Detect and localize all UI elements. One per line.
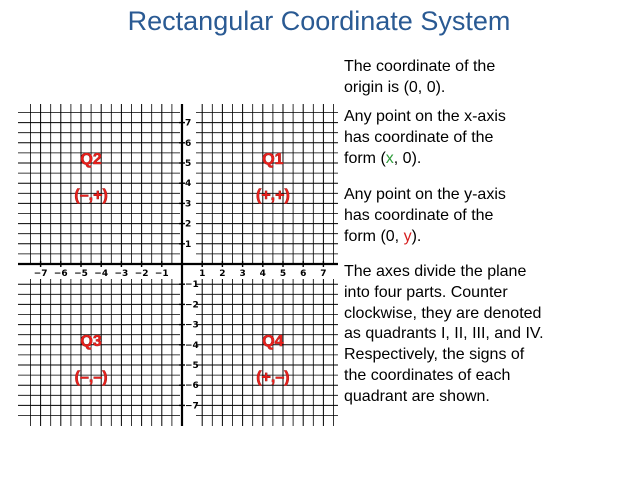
y-tick-label: −2: [185, 300, 199, 311]
y-tick-label: −4: [185, 340, 199, 351]
quadrant-name-q2: Q2: [80, 151, 102, 169]
x-tick-label: 1: [199, 269, 206, 279]
y-variable: y: [403, 227, 412, 245]
x-tick-label: 7: [320, 269, 327, 279]
x-variable: x: [385, 149, 394, 167]
y-tick-label: −3: [185, 320, 199, 331]
coordinate-plane-svg: [18, 104, 338, 426]
x-axis-text-after: , 0).: [393, 149, 422, 167]
y-tick-label: −7: [185, 401, 199, 412]
page-title: Rectangular Coordinate System: [127, 6, 511, 36]
x-tick-label: 3: [239, 269, 246, 279]
quadrant-signs-q4: (+,–): [256, 368, 290, 386]
quadrant-name-q1: Q1: [262, 151, 284, 169]
x-tick-label: 2: [219, 269, 226, 279]
x-tick-label: −4: [94, 269, 109, 279]
x-axis-text-before: Any point on the x-axis has coordinate of the form (: [344, 108, 506, 167]
y-axis-paragraph: [344, 185, 506, 247]
x-tick-label: −5: [74, 269, 88, 279]
quadrant-name-q4: Q4: [262, 332, 284, 350]
x-tick-label: −2: [134, 269, 149, 279]
y-tick-label: −5: [185, 361, 199, 371]
y-axis-text-after: ).: [411, 227, 422, 245]
origin-paragraph: The coordinate of the origin is (0, 0).: [344, 58, 496, 96]
x-tick-label: −6: [53, 269, 68, 279]
y-tick-label: −6: [185, 381, 199, 392]
x-tick-label: 6: [300, 269, 307, 279]
x-tick-label: −1: [154, 269, 169, 279]
coordinate-grid: [18, 104, 338, 426]
quadrant-name-q3: Q3: [80, 332, 102, 350]
quadrant-signs-q3: (–,–): [74, 368, 108, 386]
x-axis-paragraph: [344, 107, 506, 169]
quadrant-signs-q1: (+,+): [256, 187, 290, 205]
y-tick-label: 3: [185, 199, 192, 210]
y-tick-label: −1: [185, 280, 199, 291]
x-tick-label: 4: [259, 269, 266, 279]
y-tick-label: 4: [185, 179, 192, 190]
y-tick-label: 2: [185, 219, 192, 230]
y-tick-label: 1: [185, 239, 192, 250]
x-tick-label: −7: [33, 269, 48, 279]
x-tick-label: −3: [114, 269, 129, 279]
y-tick-label: 7: [185, 118, 192, 129]
x-tick-label: 5: [279, 269, 287, 279]
y-tick-label: 6: [185, 138, 192, 149]
quadrants-paragraph: The axes divide the plane into four parts. Counter clockwise, they are denoted as quadrants I, II, III, and IV. Respectively, the signs of the coordinates of each quadrant are shown.: [344, 263, 544, 405]
y-tick-label: 5: [185, 159, 192, 169]
quadrant-signs-q2: (–,+): [74, 187, 108, 205]
y-axis-text-before: Any point on the y-axis has coordinate of the form (0,: [344, 186, 506, 245]
